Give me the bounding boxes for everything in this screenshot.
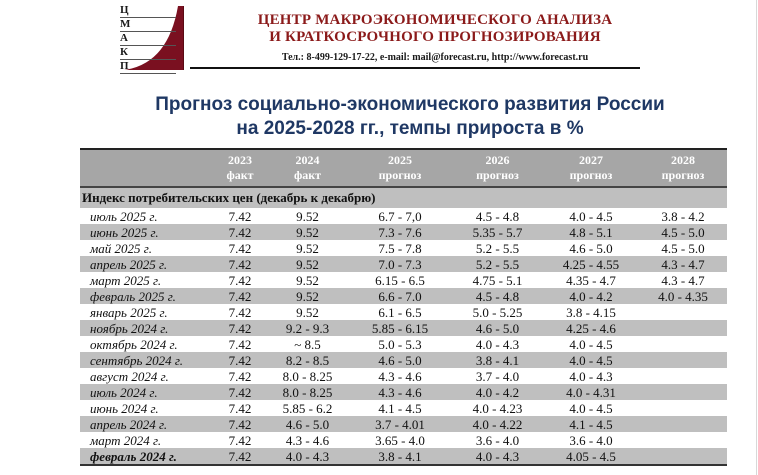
cell-value: ~ 8.5	[294, 336, 321, 352]
row-label: ноябрь 2024 г.	[80, 320, 213, 336]
cell-value: 7.42	[213, 384, 267, 400]
cell-value: 5.85 - 6.2	[282, 400, 333, 416]
cell-value: 9.2 - 9.3	[267, 320, 348, 336]
cell-value: 5.35 - 5.7	[452, 224, 543, 240]
cell-value	[639, 368, 727, 384]
cell-value: 4.35 - 4.7	[566, 272, 616, 288]
row-label: январь 2025 г.	[90, 304, 168, 320]
row-label: сентябрь 2024 г.	[80, 352, 213, 368]
cell-value	[639, 432, 727, 448]
cell-value: 9.52	[267, 224, 348, 240]
table-row	[80, 240, 727, 256]
cell-value: 4.6 - 5.0	[452, 320, 543, 336]
cell-value: 5.2 - 5.5	[452, 256, 543, 272]
cell-value: 7.0 - 7.3	[348, 256, 452, 272]
cell-value	[639, 384, 727, 400]
cell-value: 4.3 - 4.7	[639, 256, 727, 272]
table-row	[80, 304, 727, 320]
cell-value: 4.0 - 4.5	[543, 352, 639, 368]
contacts: Тел.: 8-499-129-17-22, e-mail: mail@forecast.ru, http://www.forecast.ru	[281, 52, 589, 63]
cell-value: 9.52	[267, 288, 348, 304]
cell-value: 8.0 - 8.25	[267, 384, 348, 400]
cell-value: 4.0 - 4.3	[452, 448, 543, 465]
cell-value: 5.0 - 5.25	[472, 304, 523, 320]
cell-value	[639, 304, 727, 320]
header-cell-label	[80, 149, 213, 187]
table-row	[80, 272, 727, 288]
title-line2: на 2025-2028 гг., темпы прироста в %	[236, 118, 584, 139]
org-name-line1: ЦЕНТР МАКРОЭКОНОМИЧЕСКОГО АНАЛИЗА	[257, 12, 613, 28]
cell-value: 7.42	[228, 240, 252, 256]
row-label: июнь 2025 г.	[80, 224, 213, 240]
header-cell: 2028 прогноз	[639, 149, 727, 187]
row-label: июль 2025 г.	[90, 208, 158, 224]
row-label: февраль 2024 г.	[80, 448, 213, 465]
cell-value: 7.42	[213, 256, 267, 272]
header-cell: 2026 прогноз	[452, 149, 543, 187]
cell-value: 9.52	[296, 272, 319, 288]
cell-value: 4.0 - 4.23	[472, 400, 523, 416]
cell-value: 3.8 - 4.1	[348, 448, 452, 465]
cell-value: 7.42	[213, 288, 267, 304]
logo-letter: М	[120, 18, 176, 32]
cell-value: 4.1 - 4.5	[378, 400, 422, 416]
row-label: август 2024 г.	[90, 368, 169, 384]
page-edge	[756, 0, 757, 475]
table-row	[80, 352, 727, 368]
cell-value: 7.42	[228, 208, 252, 224]
cell-value: 7.42	[213, 416, 267, 432]
row-label: июль 2024 г.	[80, 384, 213, 400]
cell-value: 6.1 - 6.5	[378, 304, 422, 320]
cell-value: 4.0 - 4.2	[452, 384, 543, 400]
cell-value	[639, 448, 727, 465]
logo-letter: П	[120, 60, 176, 74]
cell-value: 4.5 - 4.8	[452, 288, 543, 304]
cell-value: 3.8 - 4.15	[566, 304, 616, 320]
org-name-line2: И КРАТКОСРОЧНОГО ПРОГНОЗИРОВАНИЯ	[269, 29, 601, 45]
cell-value: 3.6 - 4.0	[569, 432, 613, 448]
table-row	[80, 288, 727, 304]
cell-value: 4.0 - 4.5	[569, 208, 613, 224]
table-row	[80, 256, 727, 272]
cell-value: 4.6 - 5.0	[569, 240, 613, 256]
table-row	[80, 224, 727, 240]
cell-value: 7.42	[228, 368, 252, 384]
logo-letter: Ц	[120, 4, 176, 18]
cell-value: 4.5 - 4.8	[475, 208, 520, 224]
cell-value: 4.5 - 5.0	[639, 224, 727, 240]
row-label: март 2024 г.	[90, 432, 162, 448]
cell-value: 4.0 - 4.3	[569, 368, 613, 384]
cell-value: 3.7 - 4.0	[475, 368, 520, 384]
cell-value: 7.5 - 7.8	[378, 240, 422, 256]
section-row	[80, 187, 727, 208]
cell-value: 4.3 - 4.7	[661, 272, 705, 288]
cell-value: 4.6 - 5.0	[267, 416, 348, 432]
org-name	[230, 12, 640, 46]
cell-value: 7.3 - 7.6	[348, 224, 452, 240]
section-title: Индекс потребительских цен (декабрь к декабрю)	[80, 187, 727, 208]
cell-value: 4.0 - 4.2	[543, 288, 639, 304]
cell-value: 4.6 - 5.0	[348, 352, 452, 368]
cell-value: 8.2 - 8.5	[267, 352, 348, 368]
cell-value: 4.0 - 4.5	[569, 336, 613, 352]
cell-value: 9.52	[296, 240, 319, 256]
table-row	[80, 320, 727, 336]
cell-value: 7.42	[228, 304, 252, 320]
cell-value: 6.7 - 7,0	[378, 208, 422, 224]
cell-value: 9.52	[296, 208, 319, 224]
cell-value: 4.8 - 5.1	[543, 224, 639, 240]
row-label: февраль 2025 г.	[80, 288, 213, 304]
cell-value	[639, 320, 727, 336]
cell-value: 4.0 - 4.3	[267, 448, 348, 465]
cell-value: 4.3 - 4.6	[348, 384, 452, 400]
row-label: май 2025 г.	[90, 240, 152, 256]
row-label: март 2025 г.	[90, 272, 162, 288]
cell-value: 7.42	[228, 272, 252, 288]
cell-value: 7.42	[228, 432, 252, 448]
header-cell: 2027 прогноз	[543, 149, 639, 187]
title-line1: Прогноз социально-экономического развития России	[155, 94, 665, 115]
logo-letter: К	[120, 46, 176, 60]
cell-value: 4.3 - 4.6	[285, 432, 330, 448]
row-label: октябрь 2024 г.	[90, 336, 178, 352]
table-row	[80, 432, 727, 448]
cell-value: 6.6 - 7.0	[348, 288, 452, 304]
logo-letter: А	[120, 32, 176, 46]
cell-value: 7.42	[213, 320, 267, 336]
cell-value: 5.85 - 6.15	[348, 320, 452, 336]
table-row	[80, 400, 727, 416]
logo	[118, 4, 184, 70]
table-row	[80, 336, 727, 352]
cell-value: 7.42	[213, 224, 267, 240]
cell-value: 4.25 - 4.6	[543, 320, 639, 336]
cell-value: 3.6 - 4.0	[475, 432, 520, 448]
cell-value: 3.65 - 4.0	[375, 432, 425, 448]
row-label: июнь 2024 г.	[90, 400, 159, 416]
cell-value: 3.7 - 4.01	[348, 416, 452, 432]
table-header-row	[80, 149, 727, 187]
cell-value	[639, 416, 727, 432]
cell-value: 5.0 - 5.3	[378, 336, 422, 352]
header-cell: 2025 прогноз	[348, 149, 452, 187]
cell-value: 9.52	[267, 256, 348, 272]
table-row	[80, 368, 727, 384]
header-rule	[190, 67, 640, 69]
cell-value: 4.0 - 4.31	[543, 384, 639, 400]
cell-value	[639, 336, 727, 352]
cell-value: 6.15 - 6.5	[375, 272, 425, 288]
table-row	[80, 448, 727, 465]
cell-value: 4.3 - 4.6	[378, 368, 422, 384]
header-cell: 2023 факт	[213, 149, 267, 187]
cell-value: 7.42	[213, 448, 267, 465]
cell-value: 4.0 - 4.5	[569, 400, 613, 416]
table-row	[80, 384, 727, 400]
header-cell: 2024 факт	[267, 149, 348, 187]
cell-value: 7.42	[228, 400, 252, 416]
cell-value: 7.42	[228, 336, 252, 352]
cell-value: 8.0 - 8.25	[282, 368, 333, 384]
cell-value	[639, 352, 727, 368]
row-label: апрель 2025 г.	[80, 256, 213, 272]
cell-value: 3.8 - 4.2	[661, 208, 705, 224]
cell-value: 4.5 - 5.0	[661, 240, 705, 256]
cell-value: 4.0 - 4.35	[639, 288, 727, 304]
cell-value: 7.42	[213, 352, 267, 368]
cell-value: 5.2 - 5.5	[475, 240, 520, 256]
cell-value: 4.1 - 4.5	[543, 416, 639, 432]
cell-value: 4.0 - 4.3	[475, 336, 520, 352]
cell-value: 4.25 - 4.55	[543, 256, 639, 272]
cell-value: 4.75 - 5.1	[472, 272, 523, 288]
table-row	[80, 416, 727, 432]
cell-value: 4.05 - 4.5	[543, 448, 639, 465]
table-row	[80, 208, 727, 224]
cell-value: 9.52	[296, 304, 319, 320]
cell-value	[639, 400, 727, 416]
cell-value: 3.8 - 4.1	[452, 352, 543, 368]
forecast-table	[80, 148, 727, 466]
page-title	[80, 93, 740, 141]
cell-value: 4.0 - 4.22	[452, 416, 543, 432]
row-label: апрель 2024 г.	[80, 416, 213, 432]
